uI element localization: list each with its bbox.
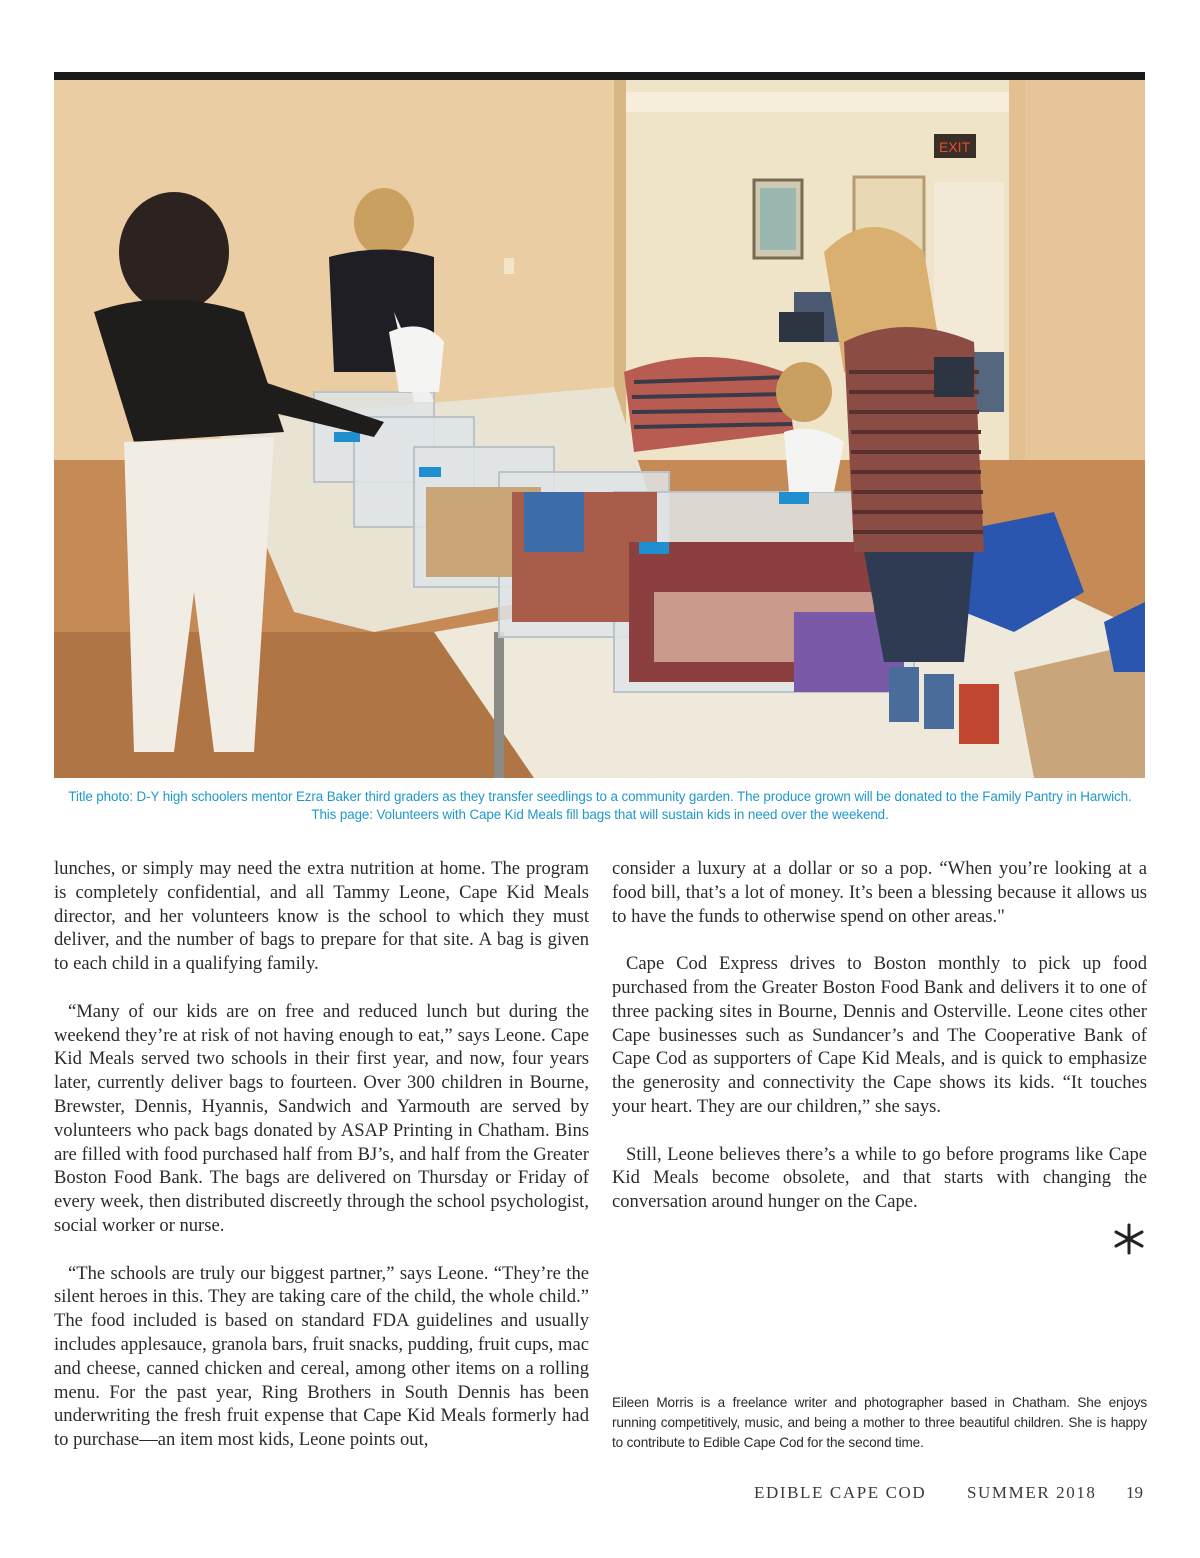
- issue-label: SUMMER 2018: [967, 1483, 1097, 1502]
- exit-sign: EXIT: [939, 139, 971, 155]
- asterisk-icon: [1112, 1222, 1146, 1256]
- photo-caption: Title photo: D-Y high schoolers mentor Ezra Baker third graders as they transfer seedlings to a community garden. The produce grown will be donated to the Family Pantry in Harwich. This page: Volunteers with Cape Kid Meals fill bags that will sustain kids in need over the weekend.: [68, 789, 1132, 822]
- article-column-left: [54, 857, 589, 1452]
- paragraph: “The schools are truly our biggest partner,” says Leone. “They’re the silent heroes in this. They are taking care of the child, the whole child.” The food included is based on standard FDA guidelines and usually includes applesauce, granola bars, fruit snacks, pudding, fruit cups, mac and cheese, canned chicken and cereal, among other items on a rolling menu. For the past year, Ring Brothers in South Dennis has been underwriting the fresh fruit expense that Cape Kid Meals formerly had to purchase—an item most kids, Leone points out,: [54, 1262, 589, 1451]
- magazine-name: EDIBLE CAPE COD: [754, 1483, 927, 1502]
- paragraph: Cape Cod Express drives to Boston monthly to pick up food purchased from the Greater Boston Food Bank and delivers it to one of three packing sites in Bourne, Dennis and Osterville. Leone cites other Cape businesses such as Sundancer’s and The Cooperative Bank of Cape Cod as supporters of Cape Kid Meals, and is quick to emphasize the generosity and connectivity the Cape shows its kids. “It touches your heart. They are our children,” she says.: [612, 953, 1147, 1117]
- volunteers-photo-illustration: [54, 72, 1145, 778]
- article-column-right: [612, 857, 1147, 1214]
- paragraph: “Many of our kids are on free and reduced lunch but during the weekend they’re at risk of not having enough to eat,” says Leone. Cape Kid Meals served two schools in their first year, and now, four years later, currently deliver bags to fourteen. Over 300 children in Bourne, Brewster, Dennis, Hyannis, Sandwich and Yarmouth are served by volunteers who pack bags donated by ASAP Printing in Chatham. Bins are filled with food purchased half from BJ’s, and half from the Greater Boston Food Bank. The bags are delivered on Thursday or Friday of every week, then distributed discreetly through the school psychologist, social worker or nurse.: [54, 1000, 589, 1236]
- paragraph: Still, Leone believes there’s a while to go before programs like Cape Kid Meals become obsolete, and that starts with changing the conversation around hunger on the Cape.: [612, 1143, 1147, 1213]
- page-number: 19: [1126, 1483, 1143, 1502]
- author-bio: Eileen Morris is a freelance writer and photographer based in Chatham. She enjoys running competitively, music, and being a mother to three beautiful children. She is happy to contribute to Edible Cape Cod for the second time.: [612, 1395, 1147, 1450]
- paragraph: consider a luxury at a dollar or so a pop. “When you’re looking at a food bill, that’s a lot of money. It’s been a blessing because it allows us to have the funds to otherwise spend on other areas.": [612, 858, 1147, 927]
- article-photo: [54, 72, 1145, 778]
- paragraph: lunches, or simply may need the extra nutrition at home. The program is completely confidential, and all Tammy Leone, Cape Kid Meals director, and her volunteers know is the school to which they must deliver, and the number of bags to prepare for that site. A bag is given to each child in a qualifying family.: [54, 858, 589, 975]
